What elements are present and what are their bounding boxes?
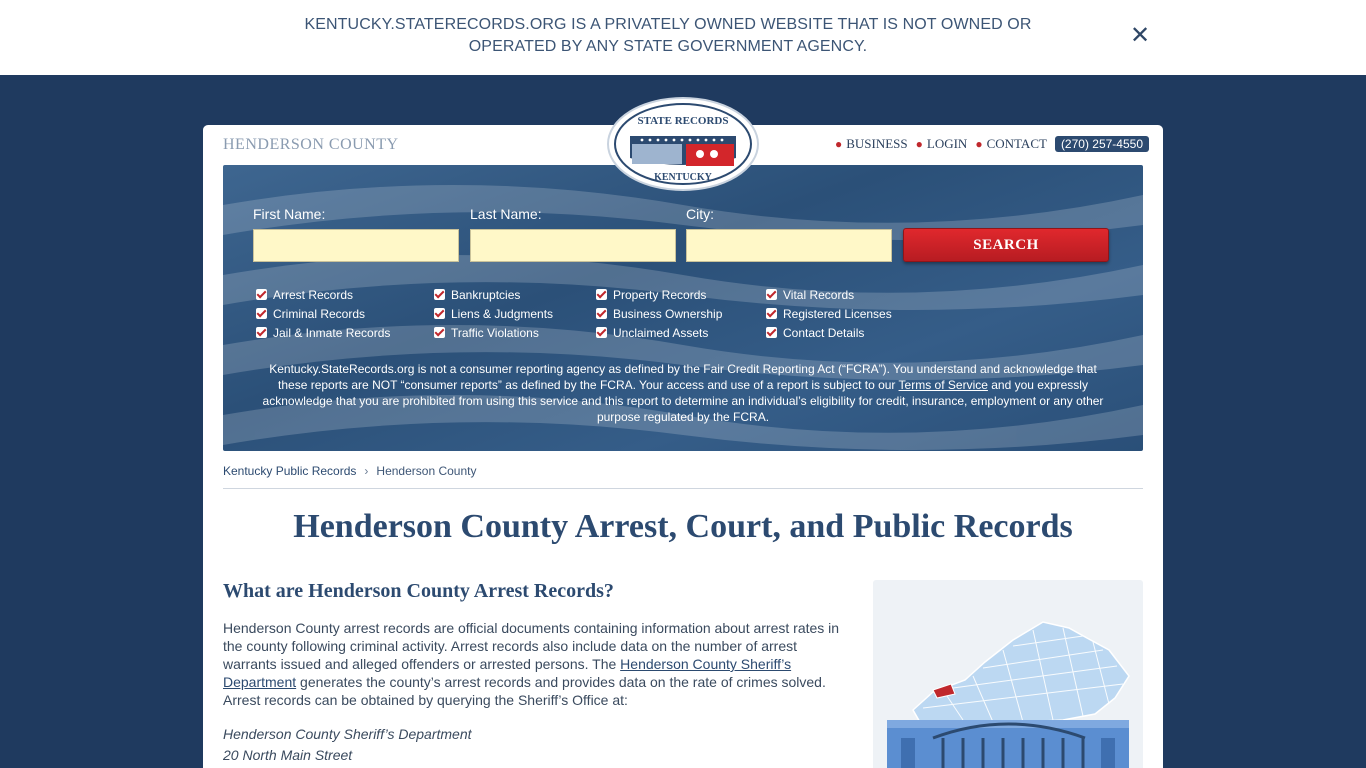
- checkbox-traffic-violations[interactable]: [434, 323, 553, 342]
- state-records-logo-icon: [606, 96, 760, 192]
- checkbox-label: Property Records: [613, 287, 707, 302]
- checkbox-icon: [596, 327, 607, 338]
- checkbox-label: Unclaimed Assets: [613, 325, 709, 340]
- fcra-disclaimer: [253, 361, 1113, 425]
- banner-text: [283, 14, 1053, 58]
- city-input[interactable]: [686, 229, 892, 262]
- terms-of-service-link[interactable]: Terms of Service: [898, 378, 988, 392]
- checkbox-label: Contact Details: [783, 325, 865, 340]
- checkbox-registered-licenses[interactable]: [766, 304, 892, 323]
- main-card: [203, 125, 1163, 768]
- checkbox-label: Criminal Records: [273, 306, 366, 321]
- bullet-icon: ●: [975, 136, 983, 151]
- search-panel: [223, 165, 1143, 451]
- kentucky-map-icon: [873, 580, 1143, 768]
- sheriff-department-link[interactable]: Henderson County Sheriff’s Department: [223, 656, 792, 690]
- last-name-label: Last Name:: [470, 206, 542, 222]
- bullet-icon: ●: [915, 136, 923, 151]
- breadcrumb: [223, 464, 476, 478]
- city-label: City:: [686, 206, 714, 222]
- checkbox-label: Business Ownership: [613, 306, 723, 321]
- checkbox-column-2: [434, 285, 553, 342]
- business-link[interactable]: [835, 136, 908, 152]
- disclaimer-text: and you expressly acknowledge that you are prohibited from using this service and this report to determine an individual’s eligibility for credit, insurance, employment or any other purpose regulated by the FCRA.: [262, 378, 1104, 424]
- checkbox-business-ownership[interactable]: [596, 304, 722, 323]
- bullet-icon: ●: [834, 136, 843, 151]
- chevron-right-icon: ›: [364, 464, 369, 478]
- contact-link[interactable]: [975, 136, 1047, 152]
- section-title: What are Henderson County Arrest Records?: [223, 580, 614, 602]
- business-link-label: BUSINESS: [846, 136, 908, 151]
- checkbox-icon: [766, 308, 777, 319]
- banner-line-2: OPERATED BY ANY STATE GOVERNMENT AGENCY.: [468, 38, 868, 55]
- checkbox-icon: [256, 308, 267, 319]
- paragraph-text: generates the county’s arrest records and provides data on the rate of crimes solved. Arrest records can be obtained by querying the Sheriff’s Office at:: [223, 674, 826, 708]
- checkbox-label: Registered Licenses: [783, 306, 892, 321]
- last-name-input[interactable]: [470, 229, 676, 262]
- banner-line-1: KENTUCKY.STATERECORDS.ORG IS A PRIVATELY OWNED WEBSITE THAT IS NOT OWNED OR: [304, 16, 1032, 33]
- disclaimer-text: Kentucky.StateRecords.org is not a consumer reporting agency as defined by the Fair Credit Reporting Act (“FCRA”). You understand and acknowledge that these reports are NOT “consumer reports” as defined by the FCRA. Your access and use of a report is subject to our: [269, 362, 1097, 392]
- checkbox-criminal-records[interactable]: [256, 304, 390, 323]
- login-link-label: LOGIN: [926, 136, 968, 151]
- checkbox-liens-judgments[interactable]: [434, 304, 553, 323]
- address-line-2: 20 North Main Street: [223, 747, 353, 763]
- checkbox-bankruptcies[interactable]: [434, 285, 553, 304]
- address-line-1: Henderson County Sheriff’s Department: [223, 726, 472, 742]
- checkbox-icon: [596, 289, 607, 300]
- breadcrumb-current: Henderson County: [376, 464, 477, 478]
- checkbox-arrest-records[interactable]: [256, 285, 390, 304]
- county-label: HENDERSON COUNTY: [223, 136, 399, 153]
- checkbox-property-records[interactable]: [596, 285, 722, 304]
- checkbox-contact-details[interactable]: [766, 323, 892, 342]
- phone-number[interactable]: (270) 257-4550: [1055, 136, 1149, 152]
- state-records-logo[interactable]: [606, 96, 760, 192]
- checkbox-icon: [434, 308, 445, 319]
- checkbox-column-1: [256, 285, 390, 342]
- checkbox-label: Arrest Records: [273, 287, 354, 302]
- login-link[interactable]: [916, 136, 968, 152]
- checkbox-icon: [256, 327, 267, 338]
- checkbox-icon: [766, 327, 777, 338]
- checkbox-label: Vital Records: [783, 287, 855, 302]
- divider: [223, 488, 1143, 489]
- top-nav: [835, 136, 1149, 152]
- arrest-records-paragraph: [223, 619, 848, 709]
- checkbox-label: Bankruptcies: [451, 287, 521, 302]
- first-name-label: First Name:: [253, 206, 326, 222]
- logo-bottom-text: KENTUCKY: [654, 172, 712, 183]
- contact-link-label: CONTACT: [986, 136, 1047, 151]
- page-title: Henderson County Arrest, Court, and Public Records: [293, 508, 1073, 545]
- checkbox-label: Liens & Judgments: [451, 306, 554, 321]
- checkbox-column-3: [596, 285, 722, 342]
- disclaimer-banner: [0, 0, 1366, 75]
- checkbox-vital-records[interactable]: [766, 285, 892, 304]
- checkbox-label: Traffic Violations: [451, 325, 539, 340]
- checkbox-label: Jail & Inmate Records: [273, 325, 391, 340]
- kentucky-map-illustration: [873, 580, 1143, 768]
- paragraph-text: Henderson County arrest records are official documents containing information about arrest rates in the county following criminal activity. Arrest records also include data on the number of arrest warrants issued and alleged offenders or arrested persons. The: [223, 620, 840, 672]
- first-name-input[interactable]: [253, 229, 459, 262]
- checkbox-icon: [766, 289, 777, 300]
- logo-top-text: STATE RECORDS: [637, 115, 729, 127]
- checkbox-icon: [596, 308, 607, 319]
- checkbox-icon: [434, 327, 445, 338]
- checkbox-icon: [434, 289, 445, 300]
- close-icon[interactable]: ✕: [1129, 22, 1151, 49]
- checkbox-jail-inmate-records[interactable]: [256, 323, 390, 342]
- breadcrumb-home-link[interactable]: Kentucky Public Records: [223, 464, 357, 478]
- search-button[interactable]: SEARCH: [903, 228, 1109, 262]
- checkbox-unclaimed-assets[interactable]: [596, 323, 722, 342]
- checkbox-column-4: [766, 285, 892, 342]
- checkbox-icon: [256, 289, 267, 300]
